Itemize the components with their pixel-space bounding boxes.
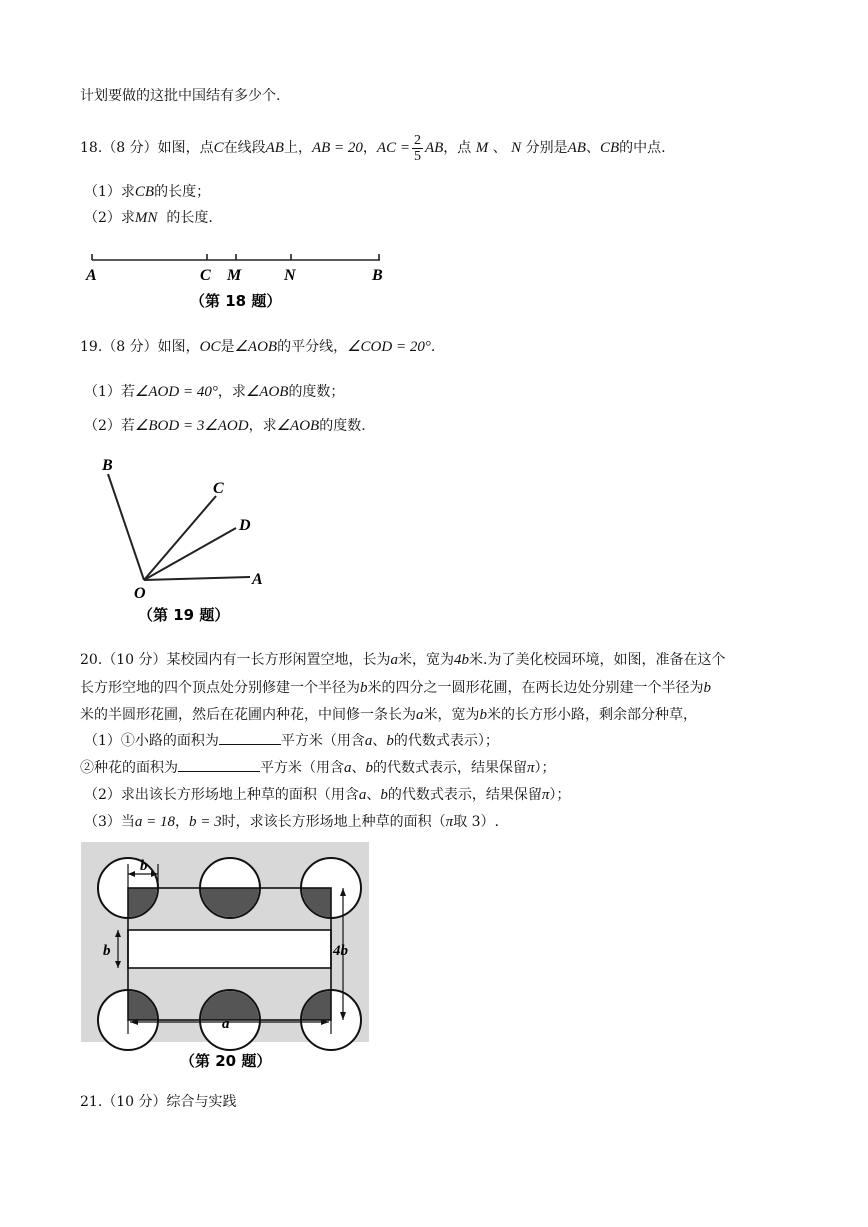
q18-t6: 分别是 [525,140,568,156]
q19-t2: 的平分线， [277,339,348,355]
q20-p1e: b [386,733,394,749]
q20-p1n: ）； [534,760,556,776]
q19-caption: （第 19 题） [138,606,230,624]
q20-l1a: 20.（10 分）某校园内有一长方形闲置空地，长为 [80,652,391,668]
q18-m: M [475,140,489,156]
q20-p2a: （2）求出该长方形场地上种草的面积（用含 [84,787,359,803]
q18-label-c: C [200,267,211,284]
q19-label-c: C [213,480,224,497]
q18-ac: AC = [376,140,410,156]
q20-p3f: π [445,814,454,830]
q20-l3b: a [416,707,424,723]
q20-p2g: ）； [549,787,571,803]
q19-p1b: ∠AOD = 40° [134,384,218,400]
q19-p2c: ，求 [248,418,277,434]
q20-p3b: a = 18 [134,814,176,830]
q19-cod: ∠COD = 20° [347,339,431,355]
q18-ab2: AB [424,140,444,156]
q20-label-b-top: b [140,858,148,874]
q20-p3a: （3）当 [84,814,135,830]
q19-label-d: D [239,517,251,534]
q20-p1c: a [364,733,373,749]
q19-p2d: ∠AOB [276,418,320,434]
q18-cb: CB [599,140,620,156]
q19-p1a: （1）若 [84,384,135,400]
q20-caption: （第 20 题） [180,1052,272,1070]
q20-l1d: 4b [454,652,470,668]
q19-label-a: A [252,571,263,588]
q19-head: 19.（8 分）如图， [80,339,200,355]
q18-t3: ， [362,140,377,156]
q20-p1i: a [344,760,352,776]
q20-l2d: b [703,680,711,696]
q20-p1b: 平方米（用含 [280,733,365,749]
q18-label-n: N [284,267,296,284]
q20-label-4b: 4b [333,943,348,959]
q20-p1k: b [365,760,373,776]
q18-p1b: CB [134,184,155,200]
q18-head: 18.（8 分）如图，点 [80,140,214,156]
q20-p2b: a [358,787,367,803]
q18-c: C [213,140,224,156]
q20-p1g: ②种花的面积为 [80,760,178,776]
q20-p3e: 时，求该长方形场地上种草的面积（ [221,814,446,830]
q18-p2a: （2）求 [84,210,135,226]
q20-p1m: π [527,760,535,776]
q18-p1a: （1）求 [84,184,135,200]
q20-l3c: 米，宽为 [423,707,480,723]
q20-l2b: b [360,680,368,696]
q18-frac-num: 2 [413,132,421,148]
q19-t1: 是 [220,339,235,355]
q18-label-b: B [372,267,383,284]
q18-label-m: M [227,267,242,284]
q20-p1j: 、 [351,760,366,776]
q20-p3c: ， [175,814,190,830]
q19-p1e: 的度数； [288,384,345,400]
q20-p1a: （1）①小路的面积为 [84,733,219,749]
q20-p2e: 的代数式表示，结果保留 [387,787,542,803]
q18-t2: 上， [283,140,312,156]
q20-p1l: 的代数式表示，结果保留 [373,760,527,776]
q18-caption: （第 18 题） [190,292,282,310]
q18-p2b: MN [134,210,158,226]
q20-label-a: a [222,1016,230,1032]
q18-t8: 的中点. [619,140,666,156]
q18-label-a: A [86,267,97,284]
q20-p1d: 、 [372,733,387,749]
continuation-text: 计划要做的这批中国结有多少个. [80,88,281,104]
q18-t1: 在线段 [223,140,266,156]
q18-ab3: AB [567,140,586,156]
q18-n: N [511,140,522,156]
q20-l1b: a [390,652,399,668]
q19-oc: OC [199,339,221,355]
q19-label-b: B [102,457,113,474]
q20-l2c: 米的四分之一圆形花圃，在两长边处分别建一个半径为 [367,680,704,696]
q20-p3g: 取 3）. [453,814,499,830]
q18-t7: 、 [585,140,600,156]
q18-t4: ，点 [443,140,472,156]
q19-t3: . [430,339,436,355]
q19-p1d: ∠AOB [245,384,289,400]
q18-ab: AB [265,140,284,156]
q20-l1e: 米.为了美化校园环境，如图，准备在这个 [469,652,726,668]
q20-l1c: 米，宽为 [398,652,455,668]
q19-label-o: O [134,585,146,602]
q18-frac-den: 5 [413,148,421,164]
q19-p2a: （2）若 [84,418,135,434]
q18-p1c: 的长度； [154,184,211,200]
q19-p2b: ∠BOD = 3∠AOD [134,418,249,434]
q20-p3d: b = 3 [189,814,222,830]
q19-p2e: 的度数. [319,418,366,434]
q20-p2f: π [541,787,550,803]
q19-aob: ∠AOB [234,339,278,355]
q20-l3a: 米的半圆形花圃，然后在花圃内种花，中间修一条长为 [80,707,416,723]
q20-l3e: 米的长方形小路，剩余部分种草， [487,707,697,723]
q18-p2c: 的长度. [166,210,213,226]
q18-t5: 、 [492,140,507,156]
q21-head: 21.（10 分）综合与实践 [80,1094,237,1110]
q20-label-b-left: b [103,943,111,959]
q20-p2c: 、 [366,787,381,803]
q20-l2a: 长方形空地的四个顶点处分别修建一个半径为 [80,680,360,696]
q20-p1h: 平方米（用含 [260,760,344,776]
q18-eq1: AB = 20 [311,140,363,156]
q20-l3d: b [479,707,487,723]
q20-p2d: b [380,787,388,803]
q19-p1c: ，求 [217,384,246,400]
q20-p1f: 的代数式表示）； [393,733,499,749]
